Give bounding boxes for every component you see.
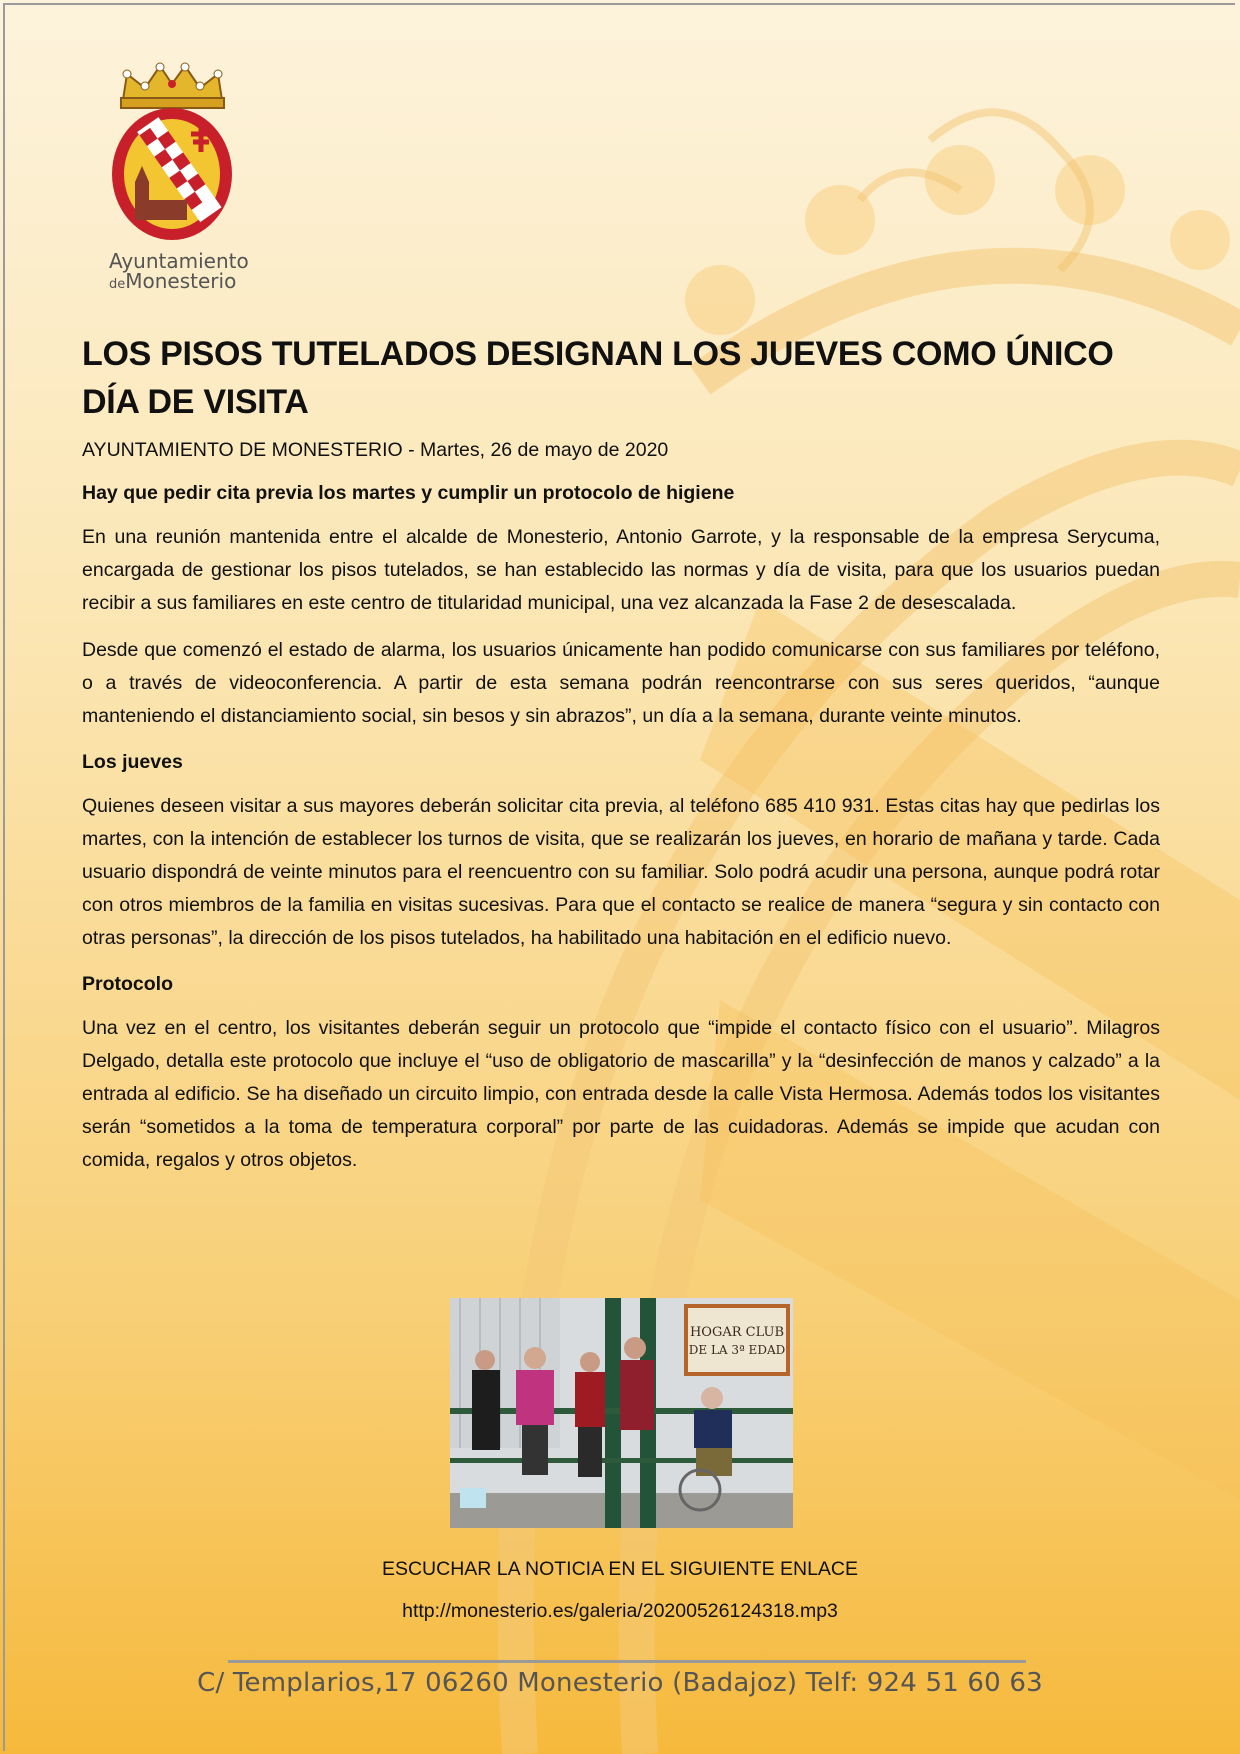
footer-address: C/ Templarios,17 06260 Monesterio (Badajoz) Telf: 924 51 60 63 [197, 1668, 1043, 1698]
logo-line-2-prefix: de [109, 277, 126, 292]
audio-link-url[interactable]: http://monesterio.es/galeria/20200526124318.mp3 [402, 1600, 838, 1622]
article-paragraph-4: Una vez en el centro, los visitantes deberán seguir un protocolo que “impide el contacto físico con el usuario”. Milagros Delgado, detalla este protocolo que incluye el “uso de obligatorio de mascarilla” y la “desinfección de manos y calzado” a la entrada al edificio. Se ha diseñado un circuito limpio, con entrada desde la calle Vista Hermosa. Además todos los visitantes serán “sometidos a la toma de temperatura corporal” por parte de las cuidadoras. Además se impide que acudan con comida, regalos y otros objetos. [82, 1017, 1160, 1171]
residents-photo [450, 1298, 793, 1528]
section-heading-jueves: Los jueves [82, 751, 183, 773]
photo-sign-line-2: DE LA 3ª EDAD [688, 1343, 786, 1357]
article-paragraph-3: Quienes deseen visitar a sus mayores deberán solicitar cita previa, al teléfono 685 410 931. Estas citas hay que pedirlas los martes, con la intención de establecer los turnos de visita, que se realizarán los jueves, en horario de mañana y tarde. Cada usuario dispondrá de veinte minutos para el reencuentro con su familiar. Solo podrá acudir una persona, aunque podrá rotar con otros miembros de la familia en visitas sucesivas. Para que el contacto se realice de manera “segura y sin contacto con otras personas”, la dirección de los pisos tutelados, ha habilitado una habitación en el edificio nuevo. [82, 795, 1160, 949]
logo-line-2-name: Monesterio [125, 269, 237, 293]
logo-caption [109, 251, 250, 291]
article-photo [450, 1298, 793, 1528]
coat-of-arms-icon [105, 62, 240, 247]
article-paragraph-1: En una reunión mantenida entre el alcalde de Monesterio, Antonio Garrote, y la responsable de la empresa Serycuma, encargada de gestionar los pisos tutelados, se han establecido las normas y día de visita, para que los usuarios puedan recibir a sus familiares en este centro de titularidad municipal, una vez alcanzada la Fase 2 de desescalada. [82, 526, 1160, 614]
article [82, 330, 1160, 1177]
photo-sign-line-1: HOGAR CLUB [689, 1325, 785, 1340]
section-heading-protocolo: Protocolo [82, 973, 173, 995]
article-title: LOS PISOS TUTELADOS DESIGNAN LOS JUEVES COMO ÚNICO DÍA DE VISITA [82, 335, 1114, 421]
municipal-logo [105, 62, 250, 291]
logo-line-2 [109, 271, 250, 291]
logo-line-1: Ayuntamiento [109, 249, 249, 273]
footer-divider [228, 1660, 1026, 1663]
audio-link-label: ESCUCHAR LA NOTICIA EN EL SIGUIENTE ENLACE [381, 1558, 859, 1580]
article-byline: AYUNTAMIENTO DE MONESTERIO - Martes, 26 de mayo de 2020 [82, 439, 669, 461]
article-subtitle: Hay que pedir cita previa los martes y cumplir un protocolo de higiene [82, 482, 735, 504]
article-paragraph-2: Desde que comenzó el estado de alarma, los usuarios únicamente han podido comunicarse con sus familiares por teléfono, o a través de videoconferencia. A partir de esta semana podrán reencontrarse con sus seres queridos, “aunque manteniendo el distanciamiento social, sin besos y sin abrazos”, un día a la semana, durante veinte minutos. [82, 639, 1160, 727]
